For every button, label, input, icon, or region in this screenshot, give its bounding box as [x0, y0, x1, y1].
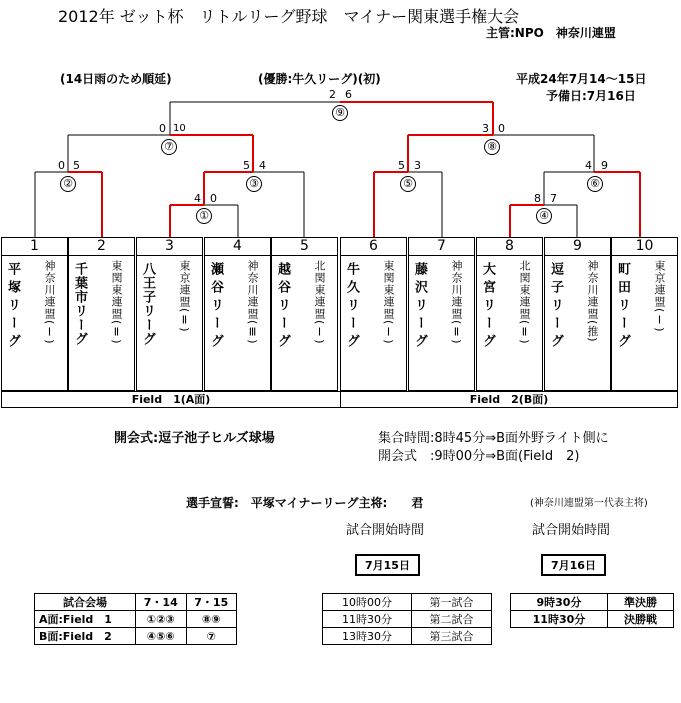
table-row	[323, 611, 492, 628]
game-number: ②	[60, 176, 76, 192]
game4-score-left: 8	[534, 192, 541, 205]
team-table	[0, 237, 680, 409]
team-column	[476, 237, 543, 391]
table-cell: ④⑤⑥	[136, 628, 187, 645]
game7-score-right: 10	[173, 123, 186, 134]
table-cell: 7・15	[186, 594, 237, 611]
team-name: 八王子リーグ	[140, 262, 155, 346]
table-cell: 第一試合	[412, 594, 492, 611]
team-number: 2	[69, 238, 134, 256]
team-column	[340, 237, 407, 391]
team-column	[544, 237, 611, 391]
table-cell: ⑦	[186, 628, 237, 645]
team-number: 7	[409, 238, 474, 256]
start-times-label: 試合開始時間	[346, 523, 425, 538]
game1-score-left: 4	[194, 192, 201, 205]
rain-note: (14日雨のため順延)	[60, 72, 172, 86]
team-league: 東関東連盟(Ⅰ)	[382, 260, 395, 345]
team-name: 牛久リーグ	[344, 262, 359, 352]
reserve-day: 予備日:7月16日	[546, 89, 636, 103]
team-number: 8	[477, 238, 542, 256]
game-number: ③	[246, 176, 262, 192]
field-1-label: Field 1(A面)	[1, 391, 341, 408]
team-column	[1, 237, 68, 391]
table-cell: B面:Field 2	[35, 628, 136, 645]
game1-score-right: 0	[210, 192, 217, 205]
team-number: 10	[612, 238, 677, 256]
game9-score-left: 2	[329, 88, 336, 101]
table-cell: 試合会場	[35, 594, 136, 611]
start-times-label: 試合開始時間	[532, 523, 611, 538]
game3-score-right: 4	[259, 159, 266, 172]
game8-score-left: 3	[482, 122, 489, 135]
table-cell: ⑧⑨	[186, 611, 237, 628]
table-cell: 決勝戦	[607, 611, 673, 628]
team-column	[271, 237, 338, 391]
game2-score-left: 0	[58, 159, 65, 172]
table-cell: 10時00分	[323, 594, 412, 611]
team-league: 神奈川連盟(Ⅰ)	[43, 260, 56, 345]
tournament-dates: 平成24年7月14〜15日	[516, 72, 647, 86]
table-cell: 9時30分	[511, 594, 608, 611]
field-2-label: Field 2(B面)	[340, 391, 678, 408]
team-column	[204, 237, 271, 391]
team-number: 4	[205, 238, 270, 256]
table-cell: A面:Field 1	[35, 611, 136, 628]
team-column	[68, 237, 135, 391]
table-cell: ①②③	[136, 611, 187, 628]
game-number: ⑤	[400, 176, 416, 192]
team-name: 藤沢リーグ	[412, 262, 427, 352]
game6-score-left: 4	[585, 159, 592, 172]
game-number: ⑨	[332, 105, 348, 121]
schedule-0715	[322, 593, 492, 645]
team-number: 9	[545, 238, 610, 256]
game8-score-right: 0	[498, 122, 505, 135]
table-cell: 11時30分	[323, 611, 412, 628]
schedule-0716	[510, 593, 674, 628]
game-number: ①	[196, 208, 212, 224]
team-name: 逗子リーグ	[548, 262, 563, 352]
team-name: 平塚リーグ	[5, 262, 20, 352]
venue-table	[34, 593, 237, 645]
team-name: 大宮リーグ	[480, 262, 495, 352]
table-row	[323, 594, 492, 611]
opening-time: 開会式 :9時00分⇒B面(Field 2)	[378, 449, 580, 464]
team-column	[136, 237, 203, 391]
table-cell: 第二試合	[412, 611, 492, 628]
team-league: 東京連盟(Ⅱ)	[178, 260, 191, 333]
game3-score-left: 5	[243, 159, 250, 172]
table-cell: 11時30分	[511, 611, 608, 628]
team-name: 瀬谷リーグ	[208, 262, 223, 352]
team-league: 東関東連盟(Ⅱ)	[110, 260, 123, 345]
game7-score-left: 0	[159, 122, 166, 135]
team-league: 北関東連盟(Ⅱ)	[518, 260, 531, 345]
team-number: 1	[2, 238, 67, 256]
team-number: 3	[137, 238, 202, 256]
game6-score-right: 9	[601, 159, 608, 172]
table-row	[35, 594, 237, 611]
table-cell: 第三試合	[412, 628, 492, 645]
game2-score-right: 5	[73, 159, 80, 172]
table-cell: 7・14	[136, 594, 187, 611]
team-number: 6	[341, 238, 406, 256]
game-number: ⑧	[484, 139, 500, 155]
team-name: 町田リーグ	[615, 262, 630, 352]
team-name: 越谷リーグ	[275, 262, 290, 352]
day2-label: 7月16日	[541, 554, 606, 576]
page-title: 2012年 ゼット杯 リトルリーグ野球 マイナー関東選手権大会	[58, 7, 520, 26]
oath-note: (神奈川連盟第一代表主将)	[530, 498, 648, 509]
table-cell: 13時30分	[323, 628, 412, 645]
team-league: 東京連盟(Ⅰ)	[653, 260, 666, 333]
winner-note: (優勝:牛久リーグ)(初)	[258, 72, 381, 86]
gather-time: 集合時間:8時45分⇒B面外野ライト側に	[378, 431, 609, 446]
table-row	[323, 628, 492, 645]
team-league: 神奈川連盟(Ⅲ)	[246, 260, 259, 345]
game4-score-right: 7	[550, 192, 557, 205]
table-row	[511, 611, 674, 628]
team-league: 神奈川連盟(Ⅱ)	[450, 260, 463, 345]
game5-score-right: 3	[414, 159, 421, 172]
team-column	[408, 237, 475, 391]
team-column	[611, 237, 678, 391]
table-cell: 準決勝	[607, 594, 673, 611]
game5-score-left: 5	[398, 159, 405, 172]
game9-score-right: 6	[345, 88, 352, 101]
team-league: 神奈川連盟(推)	[586, 260, 599, 343]
table-row	[511, 594, 674, 611]
team-league: 北関東連盟(Ⅰ)	[313, 260, 326, 345]
table-row	[35, 611, 237, 628]
team-name: 千葉市リーグ	[72, 262, 87, 346]
day1-label: 7月15日	[355, 554, 420, 576]
table-row	[35, 628, 237, 645]
oath: 選手宣誓: 平塚マイナーリーグ主将: 君	[186, 496, 424, 510]
organizer: 主管:NPO 神奈川連盟	[486, 26, 616, 40]
opening-venue: 開会式:逗子池子ヒルズ球場	[114, 431, 275, 446]
team-number: 5	[272, 238, 337, 256]
game-number: ④	[536, 208, 552, 224]
game-number: ⑦	[161, 139, 177, 155]
game-number: ⑥	[587, 176, 603, 192]
